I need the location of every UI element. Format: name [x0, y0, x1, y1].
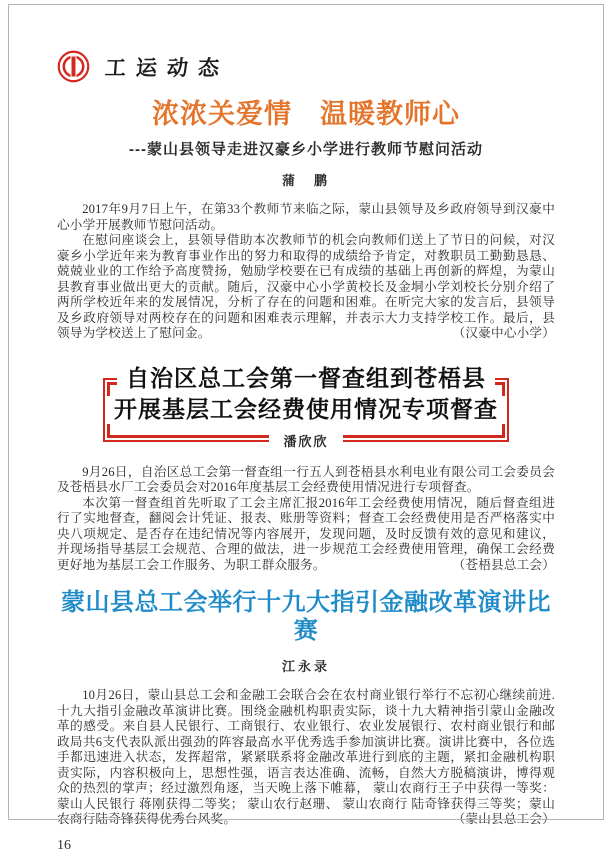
paragraph-text: 2017年9月7日上午，在第33个教师节来临之际，蒙山县领导及乡政府领导到汉豪中心小学开展教师节慰问活动。 — [57, 202, 555, 232]
article-speech-contest — [0, 589, 608, 828]
article2-title-line2: 开展基层工会经费使用情况专项督查 — [105, 396, 507, 424]
masthead-title: 工运动态 — [104, 55, 230, 80]
article3-paragraph-1 — [57, 688, 555, 828]
article3-author: 江永录 — [281, 659, 330, 674]
page-number: 16 — [57, 837, 71, 853]
article2-paragraph-1 — [57, 465, 555, 496]
paragraph-text: 10月26日，蒙山县总工会和金融工会联合会在农村商业银行举行不忘初心继续前进.十九大指引金融改革演讲比赛。围绕金融机构职责实际，谈十九大精神指引蒙山金融改革的感受。来自县人民银行、工商银行、农业银行、农业发展银行、农村商业银行和邮政局共6支代表队派出强劲的阵容最高水平优秀选手参加演讲比赛。演讲比赛中，各位选手都迅速进入状态，发挥超常，紧紧联系将金融改革进行到底的主题，紧扣金融机构职责实际，内容积极向上，思想性强，语言表达准确、流畅，自然大方脱稿演讲，博得观众的热烈的掌声；经过激烈角逐，当天晚上落下帷幕， 蒙山农商行王子中获得一等奖： 蒙山人民银行 蒋刚获得二等奖； 蒙山农行赵珊、 蒙山农商行 陆奇锋获得三等奖；蒙山农商行陆奇锋获得优秀台风奖。 — [57, 688, 555, 826]
article3-attribution: （蒙山县总工会） — [452, 812, 555, 826]
article1-subtitle: ---蒙山县领导走进汉豪乡小学进行教师节慰问活动 — [129, 141, 483, 158]
paragraph-text: 9月26日，自治区总工会第一督查组一行五人到苍梧县水利电业有限公司工会委员会及苍梧县水厂工会委员会对2016年度基层工会经费使用情况进行专项督查。 — [57, 464, 555, 494]
article-teachers-day — [0, 99, 608, 342]
union-emblem-icon — [57, 50, 90, 83]
article-inspection — [0, 365, 608, 574]
article2-title — [103, 365, 509, 427]
article2-title-line1: 自治区总工会第一督查组到苍梧县 — [117, 365, 495, 393]
article3-title: 蒙山县总工会举行十九大指引金融改革演讲比赛 — [61, 590, 551, 644]
paragraph-text: 本次第一督查组首先听取了工会主席汇报2016年工会经费使用情况，随后督查组进行了实地督查，翻阅会计凭证、报表、账册等资料；督查工会经费使用是否严格落实中央八项规定、是否存在违纪情况等内容展开，发现问题，及时反馈有效的意见和建议，并现场指导基层工会规范、合理的做法，进一步规范工会经费使用管理，确保工会经费更好地为基层工会工作服务、为职工群众服务。 — [57, 495, 555, 572]
article1-title: 浓浓关爱情 温暖教师心 — [152, 99, 460, 129]
article2-author: 潘欣欣 — [269, 431, 342, 450]
paragraph-text: 在慰问座谈会上，县领导借助本次教师节的机会向教师们送上了节日的问候，对汉豪乡小学近年来为教育事业作出的努力和取得的成绩给予肯定，对教职员工勤勤恳恳、兢兢业业的工作给予高度赞扬，勉励学校要在已有成绩的基础上再创新的辉煌，为蒙山县教育事业做出更大的贡献。随后，汉豪中心小学黄校长及金垌小学刘校长分别介绍了两所学校近年来的发展情况，分析了存在的问题和困难。在听完大家的发言后，县领导及乡政府领导对两校存在的问题和困难表示理解，并表示大力支持学校工作。最后，县领导为学校送上了慰问金。 — [57, 233, 555, 340]
article2-title-line2-row — [103, 396, 509, 427]
article2-title-line1-row — [103, 365, 509, 396]
article1-attribution: （汉豪中心小学） — [452, 326, 555, 340]
boxed-headline — [103, 365, 509, 449]
article2-paragraph-2 — [57, 496, 555, 574]
article2-attribution: （苍梧县总工会） — [452, 557, 555, 572]
article1-paragraph-1 — [57, 202, 555, 233]
article1-author: 蒲 鹏 — [281, 173, 330, 188]
article1-paragraph-2 — [57, 233, 555, 342]
masthead — [0, 0, 608, 83]
article2-author-row — [103, 431, 509, 451]
